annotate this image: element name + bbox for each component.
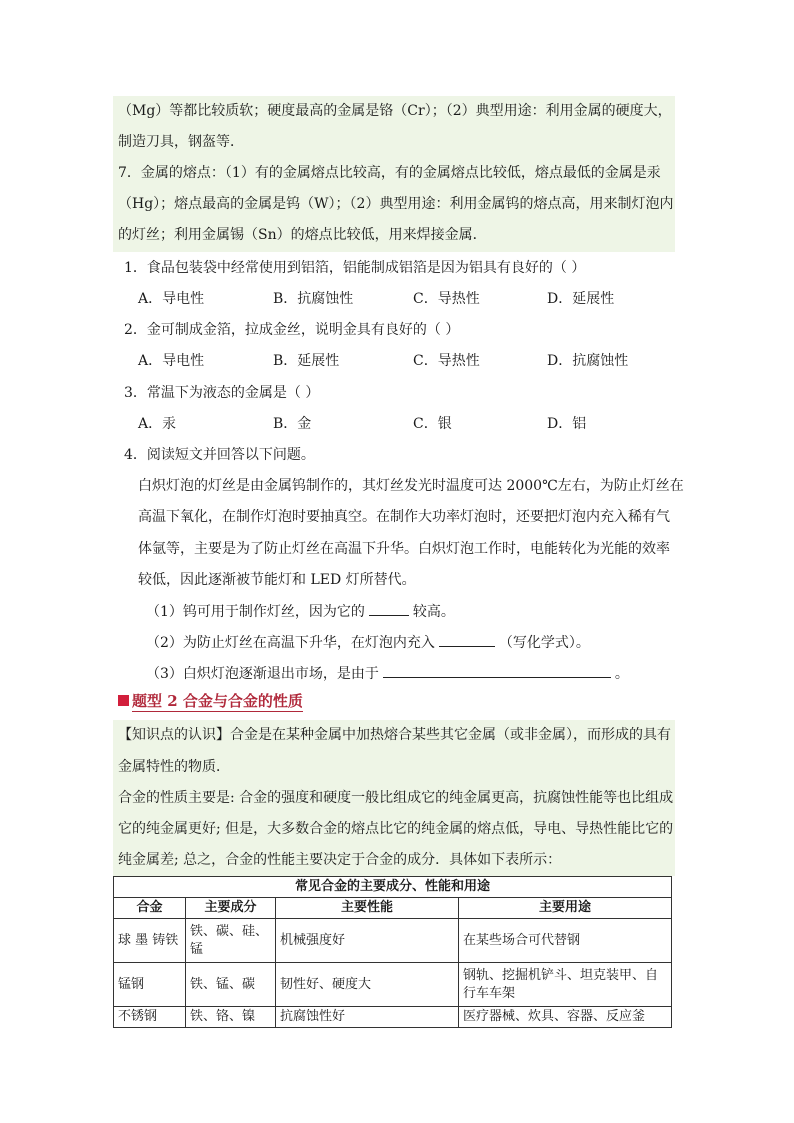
question-1-option-a[interactable]: A．导电性 (138, 291, 205, 307)
question-1-option-d[interactable]: D．延展性 (547, 291, 615, 307)
table-cell: 在某些场合可代替钢 (459, 919, 672, 963)
question-4-sub-1 (146, 601, 455, 622)
question-3-option-d[interactable]: D．铝 (547, 416, 587, 432)
question-3-option-a[interactable]: A．汞 (138, 416, 177, 432)
table-header: 主要性能 (276, 898, 459, 919)
question-1-stem: 1．食品包装袋中经常使用到铝箔，铝能制成铝箔是因为铝具有良好的（ ） (124, 260, 586, 276)
answer-blank-1[interactable] (369, 601, 409, 616)
question-1-option-c[interactable]: C．导热性 (413, 291, 480, 307)
question-4-sub-3 (146, 663, 629, 684)
sub-3-suffix: 。 (614, 666, 629, 682)
answer-blank-2[interactable] (439, 632, 495, 647)
question-1-option-b[interactable]: B．抗腐蚀性 (273, 291, 354, 307)
table-caption-row (114, 877, 672, 898)
table-caption: 常见合金的主要成分、性能和用途 (114, 877, 672, 898)
table-header: 合金 (114, 898, 186, 919)
table-row (114, 1007, 672, 1028)
question-4-stem: 4．阅读短文并回答以下问题。 (124, 447, 315, 463)
table-cell: 抗腐蚀性好 (276, 1007, 459, 1028)
knowledge-line: 7．金属的熔点：（1）有的金属熔点比较高，有的金属熔点比较低，熔点最低的金属是汞 (118, 165, 661, 181)
sub-3-prefix: （3）白炽灯泡逐渐退出市场，是由于 (146, 666, 379, 682)
question-4-passage-line: 高温下氧化，在制作灯泡时要抽真空。在制作大功率灯泡时，还要把灯泡内充入稀有气 (138, 509, 670, 525)
table-cell: 铁、碳、硅、锰 (186, 919, 276, 963)
table-cell: 钢轨、挖掘机铲斗、坦克装甲、自行车车架 (459, 963, 672, 1007)
alloy-knowledge-line: 【知识点的认识】合金是在某种金属中加热熔合某些其它金属（或非金属），而形成的具有 (118, 727, 671, 743)
knowledge-line: （Hg）；熔点最高的金属是钨（W）；（2）典型用途：利用金属钨的熔点高，用来制灯泡内 (118, 196, 674, 212)
sub-2-suffix: （写化学式）。 (498, 635, 590, 651)
red-square-icon (118, 695, 129, 706)
alloy-knowledge-line: 金属特性的物质． (118, 759, 230, 775)
alloy-knowledge-line: 合金的性质主要是: 合金的强度和硬度一般比组成它的纯金属更高，抗腐蚀性能等也比组成 (118, 790, 674, 806)
table-header: 主要成分 (186, 898, 276, 919)
table-cell: 韧性好、硬度大 (276, 963, 459, 1007)
alloy-table (113, 876, 672, 1028)
section-2-heading-text: 题型 2 合金与合金的性质 (132, 692, 303, 710)
alloy-knowledge-line: 纯金属差; 总之，合金的性能主要决定于合金的成分．具体如下表所示： (118, 852, 562, 868)
table-header-row (114, 898, 672, 919)
question-2-option-a[interactable]: A．导电性 (138, 353, 205, 369)
answer-blank-3[interactable] (383, 663, 611, 678)
table-row (114, 963, 672, 1007)
alloy-knowledge-line: 它的纯金属更好; 但是，大多数合金的熔点比它的纯金属的熔点低，导电、导热性能比它的 (118, 821, 674, 837)
question-2-option-c[interactable]: C．导热性 (413, 353, 480, 369)
table-row (114, 919, 672, 963)
table-cell: 球 墨 铸铁 (114, 919, 186, 963)
knowledge-line: 的灯丝；利用金属锡（Sn）的熔点比较低，用来焊接金属． (118, 227, 487, 243)
table-cell: 铁、铬、镍 (186, 1007, 276, 1028)
question-4-passage-line: 较低，因此逐渐被节能灯和 LED 灯所替代。 (138, 572, 416, 588)
table-header: 主要用途 (459, 898, 672, 919)
question-4-sub-2 (146, 632, 590, 653)
question-3-stem: 3．常温下为液态的金属是（ ） (124, 385, 320, 401)
knowledge-line: （Mg）等都比较质软；硬度最高的金属是铬（Cr）；（2）典型用途：利用金属的硬度大， (118, 103, 672, 119)
sub-1-prefix: （1）钨可用于制作灯丝，因为它的 (146, 604, 365, 620)
question-3-option-c[interactable]: C．银 (413, 416, 452, 432)
question-3-option-b[interactable]: B．金 (273, 416, 312, 432)
question-2-option-d[interactable]: D．抗腐蚀性 (547, 353, 629, 369)
sub-2-prefix: （2）为防止灯丝在高温下升华，在灯泡内充入 (146, 635, 435, 651)
table-cell: 医疗器械、炊具、容器、反应釜 (459, 1007, 672, 1028)
question-2-stem: 2．金可制成金箔，拉成金丝，说明金具有良好的（ ） (124, 322, 460, 338)
sub-1-suffix: 较高。 (412, 604, 455, 620)
knowledge-line: 制造刀具，钢盔等． (118, 134, 244, 150)
table-cell: 机械强度好 (276, 919, 459, 963)
question-2-option-b[interactable]: B．延展性 (273, 353, 340, 369)
question-4-passage-line: 体氩等，主要是为了防止灯丝在高温下升华。白炽灯泡工作时，电能转化为光能的效率 (138, 541, 670, 557)
table-cell: 锰钢 (114, 963, 186, 1007)
section-2-heading (118, 690, 303, 711)
table-cell: 不锈钢 (114, 1007, 186, 1028)
question-4-passage-line: 白炽灯泡的灯丝是由金属钨制作的，其灯丝发光时温度可达 2000℃左右，为防止灯丝在 (138, 478, 684, 494)
table-cell: 铁、锰、碳 (186, 963, 276, 1007)
